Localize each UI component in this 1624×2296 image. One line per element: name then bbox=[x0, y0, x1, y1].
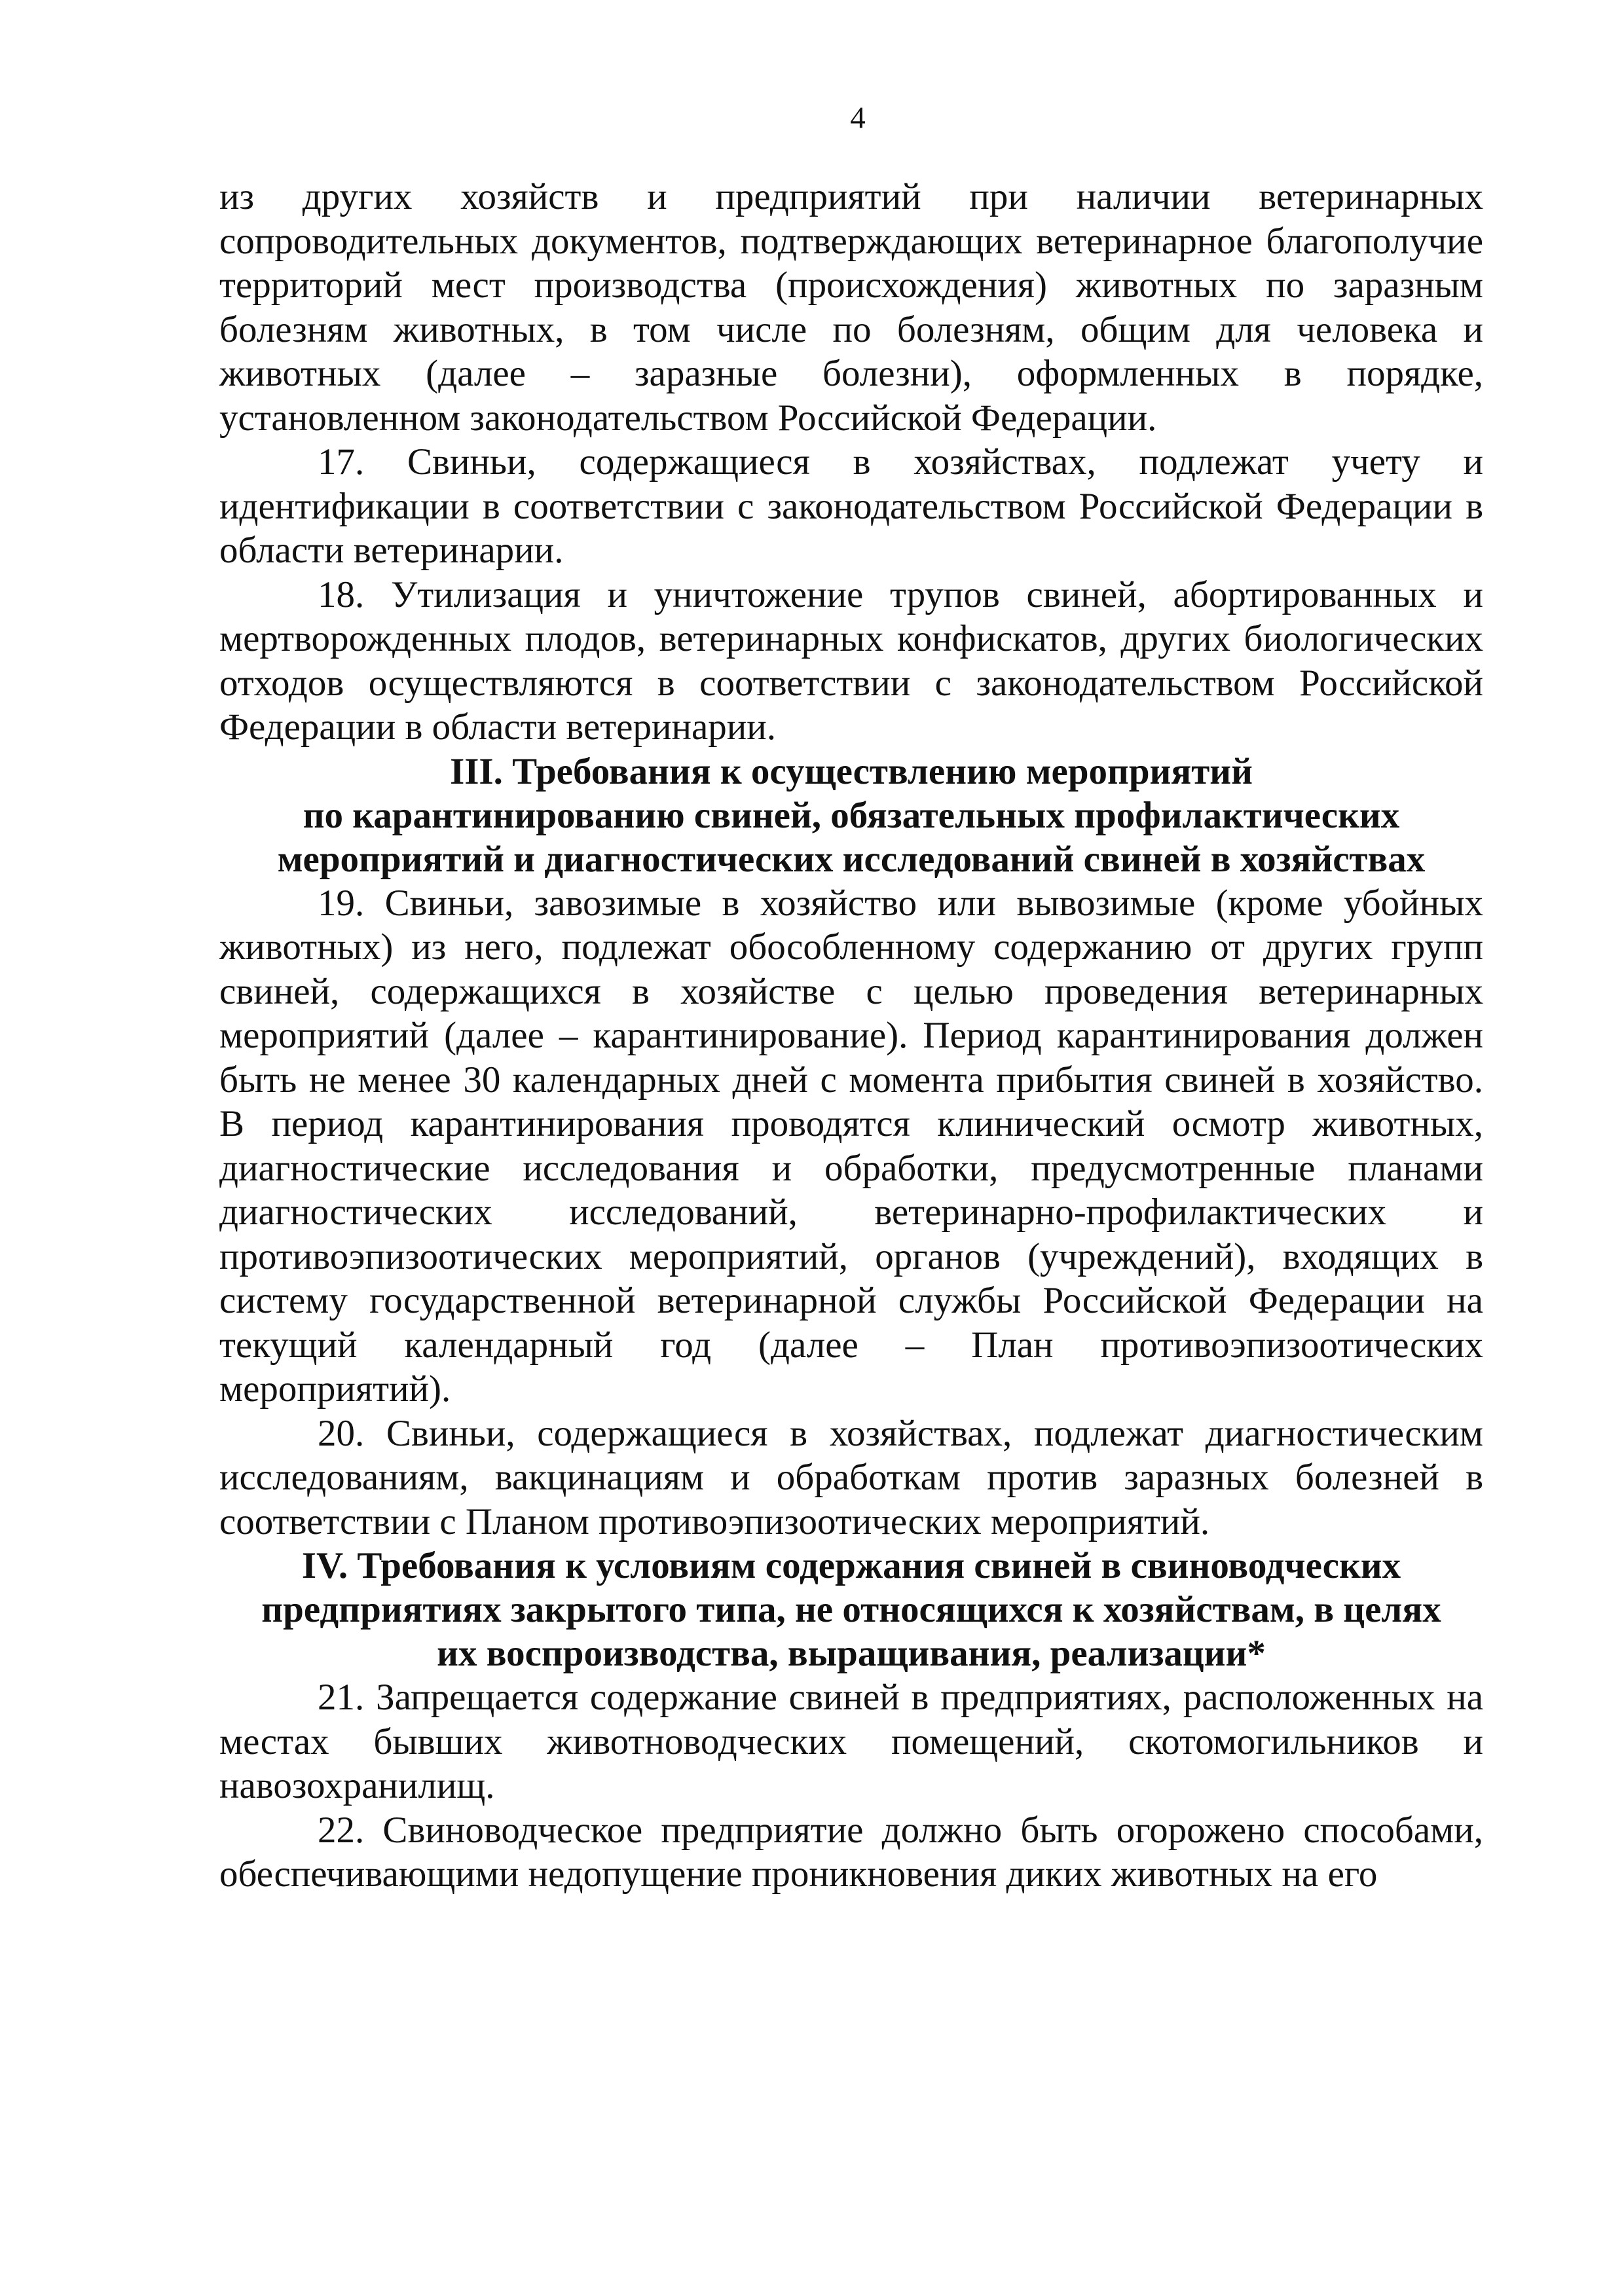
document-body bbox=[219, 175, 1483, 1897]
paragraph-20: 20. Свиньи, содержащиеся в хозяйствах, подлежат диагностическим исследованиям, вакцинациям и обработкам против заразных болезней в соответствии с Планом противоэпизоотических мероприятий. bbox=[219, 1412, 1483, 1542]
section-3-heading-line: III. Требования к осуществлению мероприятий bbox=[450, 750, 1253, 792]
section-4-heading-line: IV. Требования к условиям содержания свиней в свиноводческих bbox=[301, 1545, 1401, 1586]
page-number: 4 bbox=[850, 101, 866, 135]
paragraph-16-continuation: из других хозяйств и предприятий при наличии ветеринарных сопроводительных документов, подтверждающих ветеринарное благополучие территорий мест производства (происхождения) животных по заразным болезням животных, в том числе по болезням, общим для человека и животных (далее – заразные болезни), оформленных в порядке, установленном законодательством Российской Федерации. bbox=[219, 176, 1483, 439]
section-4-heading bbox=[219, 1544, 1483, 1675]
section-4-heading-line: их воспроизводства, выращивания, реализации* bbox=[437, 1633, 1266, 1674]
section-3-heading bbox=[219, 750, 1483, 881]
section-4-heading-line: предприятиях закрытого типа, не относящихся к хозяйствам, в целях bbox=[261, 1589, 1441, 1630]
paragraph-19: 19. Свиньи, завозимые в хозяйство или вывозимые (кроме убойных животных) из него, подлежат обособленному содержанию от других групп свиней, содержащихся в хозяйстве с целью проведения ветеринарных мероприятий (далее – карантинирование). Период карантинирования должен быть не менее 30 календарных дней с момента прибытия свиней в хозяйство. В период карантинирования проводятся клинический осмотр животных, диагностические исследования и обработки, предусмотренные планами диагностических исследований, ветеринарно-профилактических и противоэпизоотических мероприятий, органов (учреждений), входящих в систему государственной ветеринарной службы Российской Федерации на текущий календарный год (далее – План противоэпизоотических мероприятий). bbox=[219, 882, 1483, 1410]
paragraph-18: 18. Утилизация и уничтожение трупов свиней, абортированных и мертворожденных плодов, ветеринарных конфискатов, других биологических отходов осуществляются в соответствии с законодательством Российской Федерации в области ветеринарии. bbox=[219, 574, 1483, 748]
paragraph-22: 22. Свиноводческое предприятие должно быть огорожено способами, обеспечивающими недопущение проникновения диких животных на его bbox=[219, 1809, 1483, 1895]
paragraph-17: 17. Свиньи, содержащиеся в хозяйствах, подлежат учету и идентификации в соответствии с законодательством Российской Федерации в области ветеринарии. bbox=[219, 441, 1483, 571]
paragraph-21: 21. Запрещается содержание свиней в предприятиях, расположенных на местах бывших животноводческих помещений, скотомогильников и навозохранилищ. bbox=[219, 1677, 1483, 1806]
section-3-heading-line: по карантинированию свиней, обязательных профилактических bbox=[303, 794, 1400, 836]
section-3-heading-line: мероприятий и диагностических исследований свиней в хозяйствах bbox=[277, 838, 1426, 880]
